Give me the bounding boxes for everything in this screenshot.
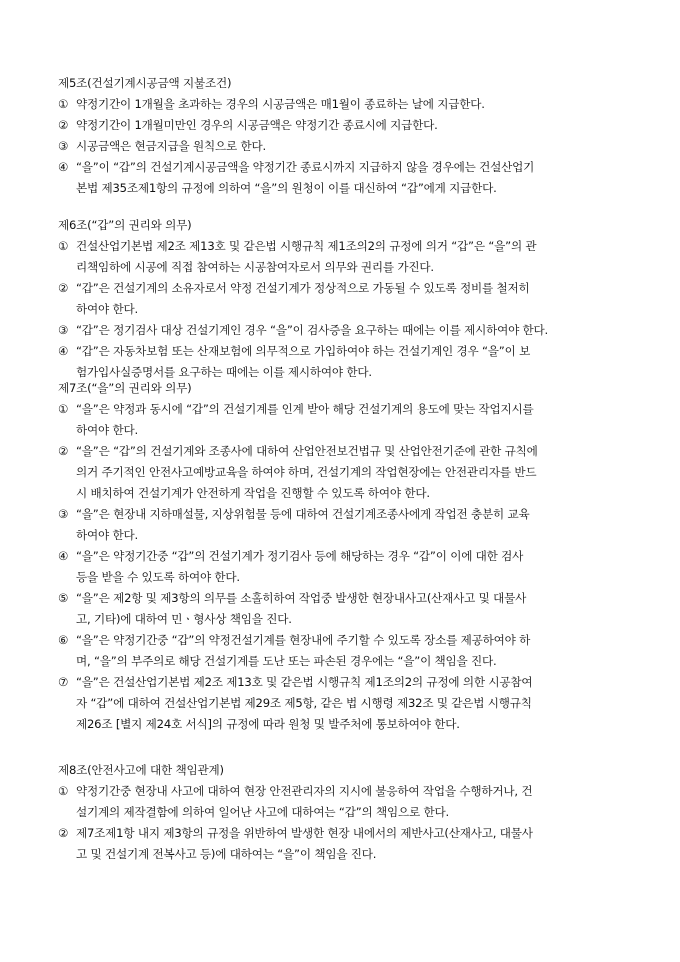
clause-text-line: 건설산업기본법 제2조 제13호 및 같은법 시행규칙 제1조의2의 규정에 의거 “갑”은 “을”의 관 [76,239,537,253]
clause-text-line: “을”은 약정기간중 “갑”의 건설기계가 정기검사 등에 해당하는 경우 “갑”이 이에 대한 검사 [76,549,524,563]
clause-text-line: 등을 받을 수 있도록 하여야 한다. [76,570,240,584]
clause-number: ③ [58,323,69,337]
clause-text-line: 제26조 [별지 제24호 서식]의 규정에 따라 원청 및 발주처에 통보하여야 한다. [76,717,460,731]
clause-text-line: “갑”은 자동차보험 또는 산재보험에 의무적으로 가입하여야 하는 건설기계인 경우 “을”이 보 [76,344,531,358]
clause-text-line: 고 및 건설기계 전복사고 등)에 대하여는 “을”이 책임을 진다. [76,847,377,861]
clause-number: ④ [58,549,69,563]
clause-number: ① [58,784,69,798]
clause-text-line: 하여야 한다. [76,528,138,542]
clause-text-line: 시 배치하여 건설기계가 안전하게 작업을 진행할 수 있도록 하여야 한다. [76,486,430,500]
clause-text-line: 험가입사실증명서를 요구하는 때에는 이를 제시하여야 한다. [76,365,372,379]
clause-text-line: 하여야 한다. [76,302,138,316]
clause-text-line: 고, 기타)에 대하여 민ㆍ형사상 책임을 진다. [76,612,292,626]
article-7 [58,378,624,735]
clause-text-line: 의거 주기적인 안전사고예방교육을 하여야 하며, 건설기계의 작업현장에는 안전관리자를 반드 [76,465,537,479]
clause-item [58,630,624,672]
clause-item [58,136,624,157]
clause-text-line: “을”은 약정과 동시에 “갑”의 건설기계를 인계 받아 해당 건설기계의 용도에 맞는 작업지시를 [76,402,534,416]
clause-item [58,781,624,823]
clause-text-line: 설기계의 제작결함에 의하여 일어난 사고에 대하여는 “갑”의 책임으로 한다. [76,805,449,819]
clause-item [58,588,624,630]
clause-text-line: “갑”은 정기검사 대상 건설기계인 경우 “을”이 검사증을 요구하는 때에는 이를 제시하여야 한다. [76,323,549,337]
clause-item [58,94,624,115]
clause-number: ① [58,97,69,111]
clause-text-line: 리책임하에 시공에 직접 참여하는 시공참여자로서 의무와 권리를 가진다. [76,260,434,274]
clause-item [58,441,624,504]
clause-text-line: 시공금액은 현금지급을 원칙으로 한다. [76,139,266,153]
clause-text-line: 약정기간이 1개월을 초과하는 경우의 시공금액은 매1월이 종료하는 날에 지급한다. [76,97,485,111]
clause-item [58,672,624,735]
clause-text-line: 자 “갑”에 대하여 건설산업기본법 제29조 제5항, 같은 법 시행령 제32조 및 같은법 시행규칙 [76,696,532,710]
clause-number: ⑤ [58,591,69,605]
clause-text-line: 하여야 한다. [76,423,138,437]
clause-number: ⑥ [58,633,69,647]
clause-number: ② [58,281,69,295]
article-title: 제6조(“갑”의 권리와 의무) [58,218,192,232]
clause-item [58,504,624,546]
clause-number: ⑦ [58,675,69,689]
clause-number: ② [58,826,69,840]
clause-number: ② [58,444,69,458]
article-6 [58,215,624,383]
clause-number: ① [58,402,69,416]
clause-item [58,399,624,441]
clause-number: ④ [58,344,69,358]
article-title: 제8조(안전사고에 대한 책임관계) [58,763,224,777]
clause-item [58,341,624,383]
clause-text-line: “갑”은 건설기계의 소유자로서 약정 건설기계가 정상적으로 가동될 수 있도록 정비를 철저히 [76,281,530,295]
clause-number: ② [58,118,69,132]
article-5 [58,73,624,199]
clause-text-line: “을”은 약정기간중 “갑”의 약정건설기계를 현장내에 주기할 수 있도록 장소를 제공하여야 하 [76,633,531,647]
article-title: 제5조(건설기계시공금액 지불조건) [58,76,232,90]
clause-item [58,236,624,278]
article-title: 제7조(“을”의 권리와 의무) [58,381,192,395]
clause-number: ① [58,239,69,253]
clause-item [58,320,624,341]
clause-text-line: “을”은 건설산업기본법 제2조 제13호 및 같은법 시행규칙 제1조의2의 규정에 의한 시공참여 [76,675,533,689]
clause-text-line: “을”은 현장내 지하매설물, 지상위험물 등에 대하여 건설기계조종사에게 작업전 충분히 교육 [76,507,530,521]
clause-text-line: 약정기간이 1개월미만인 경우의 시공금액은 약정기간 종료시에 지급한다. [76,118,438,132]
clause-text-line: 며, “을”의 부주의로 해당 건설기계를 도난 또는 파손된 경우에는 “을”이 책임을 진다. [76,654,497,668]
clause-item [58,157,624,199]
clause-text-line: “을”은 “갑”의 건설기계와 조종사에 대하여 산업안전보건법규 및 산업안전기준에 관한 규칙에 [76,444,538,458]
clause-number: ④ [58,160,69,174]
clause-text-line: “을”은 제2항 및 제3항의 의무를 소홀히하여 작업중 발생한 현장내사고(산재사고 및 대물사 [76,591,527,605]
clause-item [58,278,624,320]
clause-item [58,546,624,588]
article-8 [58,760,624,865]
clause-item [58,115,624,136]
clause-number: ③ [58,139,69,153]
clause-text-line: “을”이 “갑”의 건설기계시공금액을 약정기간 종료시까지 지급하지 않을 경우에는 건설산업기 [76,160,535,174]
clause-number: ③ [58,507,69,521]
clause-text-line: 약정기간중 현장내 사고에 대하여 현장 안전관리자의 지시에 불응하여 작업을 수행하거나, 건 [76,784,533,798]
clause-item [58,823,624,865]
clause-text-line: 제7조제1항 내지 제3항의 규정을 위반하여 발생한 현장 내에서의 제반사고(산재사고, 대물사 [76,826,533,840]
clause-text-line: 본법 제35조제1항의 규정에 의하여 “을”의 원청이 이를 대신하여 “갑”에게 지급한다. [76,181,497,195]
